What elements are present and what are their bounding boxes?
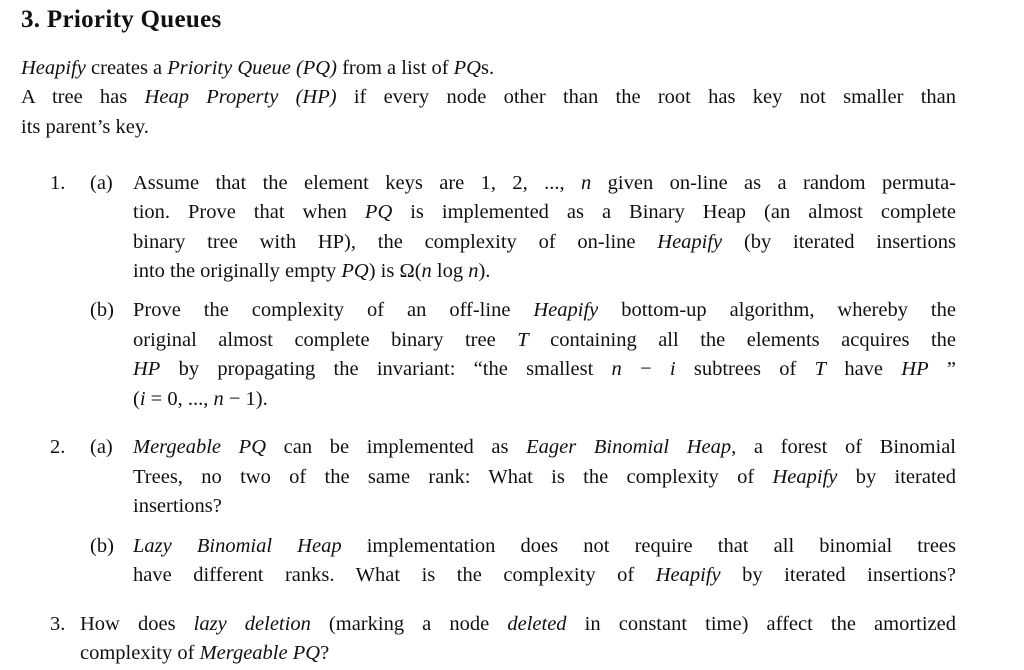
question-2b-line-1 (133, 534, 956, 558)
math-n: n (611, 358, 622, 380)
question-2a-line-1 (133, 435, 956, 459)
text: How does (80, 613, 194, 635)
question-1a-line-4 (133, 259, 490, 283)
question-1a-line-3 (133, 230, 956, 254)
question-1a-line-2 (133, 200, 956, 224)
text: subtrees of (675, 358, 815, 380)
text: A tree has (21, 86, 145, 108)
question-1a-line-1 (133, 171, 956, 195)
term-pq: PQ (364, 201, 393, 223)
text: implementation does not require that all binomial trees (341, 535, 956, 557)
text: can be implemented as (266, 436, 527, 458)
term-hp: HP (133, 358, 161, 380)
text: from a list of (336, 57, 454, 79)
text: into the originally empty (133, 260, 342, 282)
text: by iterated insertions? (720, 564, 956, 586)
question-3-number: 3. (50, 613, 66, 635)
text: given on-line as a random permuta- (591, 172, 957, 194)
math-t: T (517, 329, 529, 351)
term-mergeable-pq: Mergeable PQ (199, 642, 321, 664)
text: Trees, no two of the same rank: What is the complexity of (133, 466, 773, 488)
question-1b-line-3 (133, 357, 956, 381)
math-n: n (581, 172, 592, 194)
text: Assume that the element keys are 1, 2, ..., (133, 172, 582, 194)
text: complexity of (80, 642, 200, 664)
text: , a forest of Binomial (731, 436, 956, 458)
question-2a-line-3 (133, 494, 222, 518)
text: tion. Prove that when (133, 201, 365, 223)
question-2-number: 2. (50, 436, 66, 458)
section-title (21, 6, 222, 34)
math-i: i (669, 358, 676, 380)
math-n: n (213, 388, 224, 410)
question-1b-line-4 (133, 387, 268, 411)
text: is implemented as a Binary Heap (an almost complete (392, 201, 956, 223)
math-n: n (468, 260, 479, 282)
text: (by iterated insertions (722, 231, 956, 253)
text: ( (133, 388, 140, 410)
term-heapify: Heapify (21, 57, 86, 79)
text: ) is Ω( (368, 260, 422, 282)
text: in constant time) affect the amortized (566, 613, 957, 635)
term-heapify: Heapify (533, 299, 599, 321)
text: have different ranks. What is the complexity of (133, 564, 656, 586)
question-1a-label: (a) (90, 172, 113, 194)
intro-line-2 (21, 85, 956, 109)
question-1b-label: (b) (90, 299, 114, 321)
text: original almost complete binary tree (133, 329, 518, 351)
question-1b-line-2 (133, 328, 956, 352)
text: ? (320, 642, 330, 664)
term-priority-queue: Priority Queue (PQ) (167, 57, 337, 79)
text: if every node other than the root has key not smaller than (336, 86, 956, 108)
text: s. (480, 57, 495, 79)
term-heap-property: Heap Property (HP) (144, 86, 337, 108)
text: creates a (85, 57, 168, 79)
text: bottom-up algorithm, whereby the (598, 299, 956, 321)
question-2a-line-2 (133, 465, 956, 489)
term-heapify: Heapify (657, 231, 723, 253)
text: (marking a node (310, 613, 508, 635)
text: Prove the complexity of an off-line (133, 299, 534, 321)
term-eager-binomial-heap: Eager Binomial Heap (526, 436, 732, 458)
text: = 0, ..., (145, 388, 214, 410)
section-number: 3. (21, 6, 41, 33)
question-3-line-2 (80, 641, 329, 665)
question-1b-line-1 (133, 298, 956, 322)
term-heapify: Heapify (772, 466, 838, 488)
question-2b-label: (b) (90, 535, 114, 557)
term-heapify: Heapify (655, 564, 721, 586)
math-log: log (431, 260, 469, 282)
question-3-line-1 (80, 612, 956, 636)
text: ” (928, 358, 956, 380)
math-i: i (139, 388, 146, 410)
text: binary tree with HP), the complexity of on-line (133, 231, 658, 253)
question-2b-line-2 (133, 563, 956, 587)
term-mergeable-pq: Mergeable PQ (133, 436, 267, 458)
text: − 1). (223, 388, 268, 410)
term-lazy-deletion: lazy deletion (193, 613, 311, 635)
math-n: n (421, 260, 432, 282)
question-1-number: 1. (50, 172, 66, 194)
section-title-text: Priority Queues (46, 6, 222, 33)
question-2a-label: (a) (90, 436, 113, 458)
intro-line-3 (21, 115, 149, 139)
text: containing all the elements acquires the (528, 329, 956, 351)
term-lazy-binomial-heap: Lazy Binomial Heap (133, 535, 342, 557)
text: by propagating the invariant: “the smallest (160, 358, 612, 380)
text: ). (478, 260, 491, 282)
intro-line-1 (21, 56, 494, 80)
text: have (826, 358, 902, 380)
term-deleted: deleted (507, 613, 567, 635)
text: by iterated (837, 466, 956, 488)
term-hp: HP (901, 358, 929, 380)
text: its parent’s key. (21, 116, 149, 138)
math-minus: − (621, 358, 670, 380)
term-pq: PQ (341, 260, 369, 282)
text: insertions? (133, 495, 222, 517)
term-pq: PQ (453, 57, 481, 79)
math-t: T (814, 358, 827, 380)
